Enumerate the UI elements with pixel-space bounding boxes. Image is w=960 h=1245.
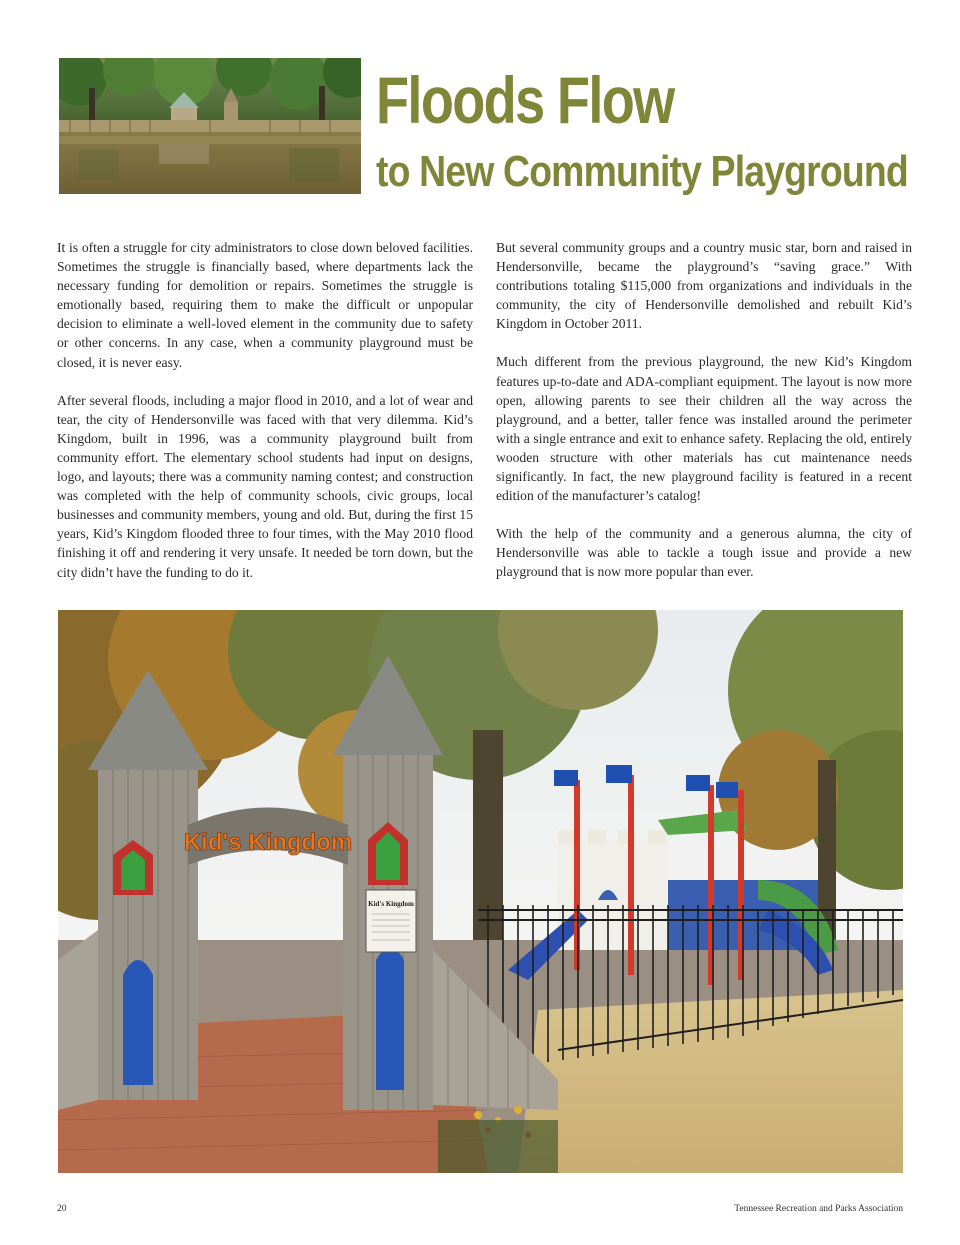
paragraph: But several community groups and a country music star, born and raised in Hendersonville, became the playground’s “saving grace.” With contributions totaling $115,000 from organizations and individuals in the community, the city of Hendersonville demolished and rebuilt Kid’s Kingdom in October 2011. (496, 240, 912, 332)
kids-kingdom-playground-photo (58, 610, 903, 1173)
article-subtitle: to New Community Playground (376, 147, 908, 196)
flooded-playground-photo (59, 58, 361, 194)
paragraph: With the help of the community and a generous alumna, the city of Hendersonville was able to tackle a tough issue and provide a new playground that is now more popular than ever. (496, 526, 912, 580)
article-column-right (496, 238, 912, 601)
paragraph: Much different from the previous playground, the new Kid’s Kingdom features up-to-date and ADA-compliant equipment. The layout is now more open, allowing parents to see their children all the way across the playground, and a better, taller fence was installed around the perimeter with a single entrance and exit to enhance safety. Replacing the old, entirely wooden structure with other materials has cut maintenance needs significantly. In fact, the new playground facility is featured in a recent edition of the manufacturer’s catalog! (496, 354, 912, 504)
kids-kingdom-arch-sign: Kid's Kingdom (183, 829, 353, 856)
article-title: Floods Flow (376, 63, 674, 137)
page-number: 20 (57, 1204, 67, 1214)
playground-illustration (58, 610, 903, 1173)
publication-name: Tennessee Recreation and Parks Association (734, 1204, 903, 1214)
entrance-sign-text: Kid's Kingdom (368, 900, 414, 908)
paragraph: It is often a struggle for city administrators to close down beloved facilities. Sometimes the struggle is financially based, where departments lack the necessary funding for demolition or repairs. Sometimes the struggle is emotionally based, requiring them to make the difficult or unpopular decision to eliminate a well-loved element in the community due to safety or other concerns. In any case, when a community playground must be closed, it is never easy. (57, 240, 473, 370)
paragraph: After several floods, including a major flood in 2010, and a lot of wear and tear, the city of Hendersonville was faced with that very dilemma. Kid’s Kingdom, built in 1996, was a community playground built from community effort. The elementary school students had input on designs, logo, and layouts; there was a community naming contest; and construction was completed with the help of community schools, civic groups, local businesses and community members, young and old. But, during the first 15 years, Kid’s Kingdom flooded three to four times, with the May 2010 flood finishing it off and rendering it very unsafe. It needed be torn down, but the city didn’t have the funding to do it. (57, 392, 473, 580)
article-column-left (57, 238, 473, 601)
flooded-playground-illustration (59, 58, 361, 194)
